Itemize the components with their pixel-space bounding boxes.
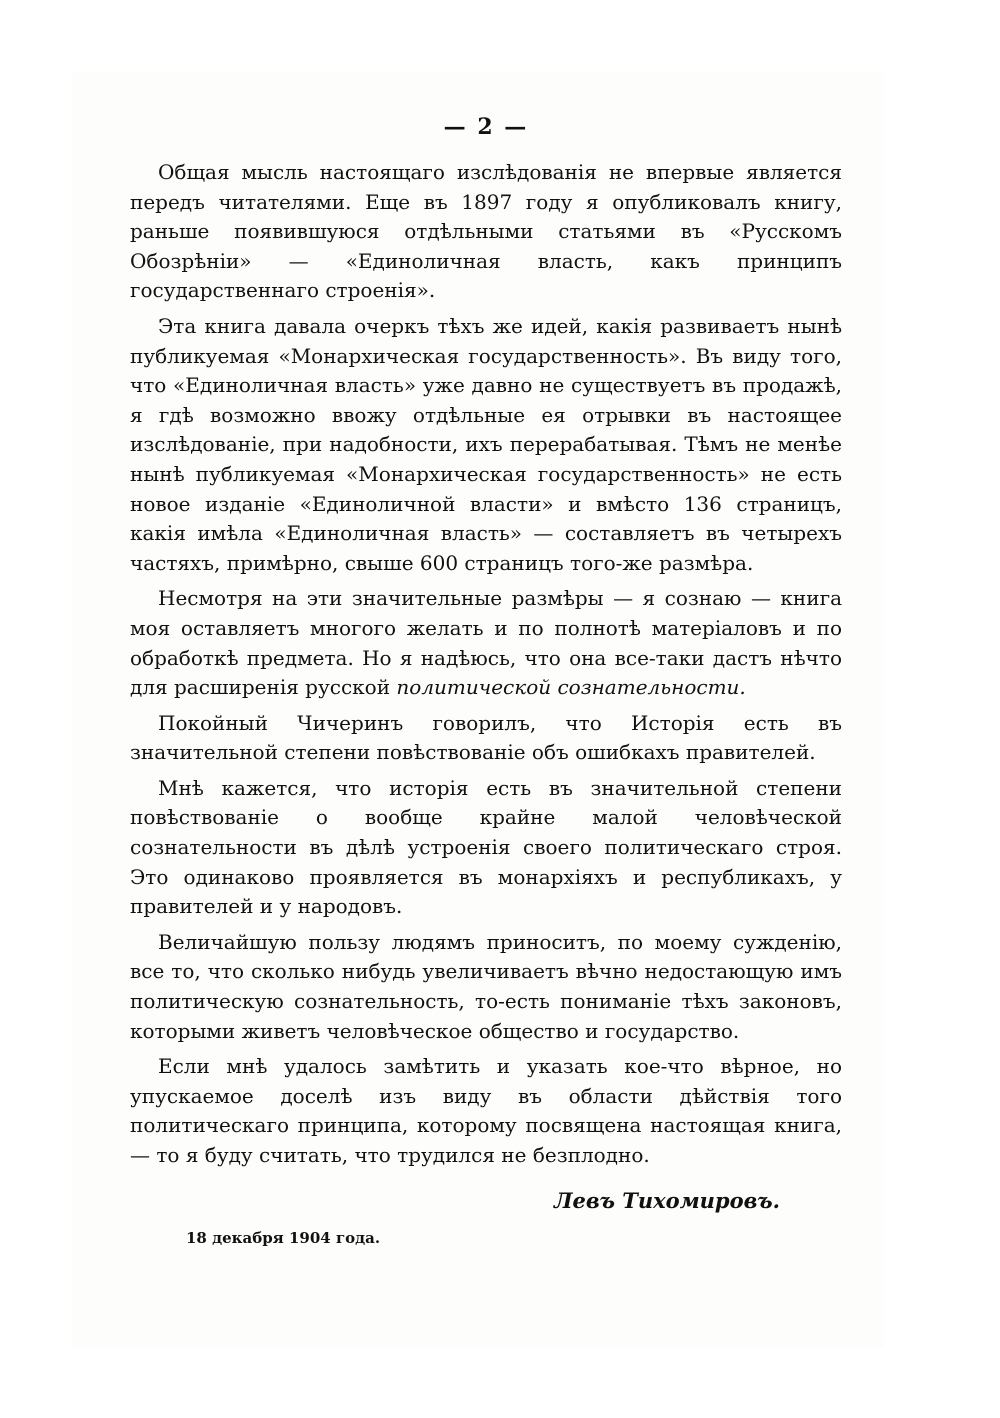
paragraph-1: Общая мысль настоящаго изслѣдованія не впервые является передъ читателями. Еще въ 1897 году я опубликовалъ книгу, раньше появившуюся отдѣльными статьями въ «Русскомъ Обозрѣніи» — «Единоличная власть, какъ принципъ государственнаго строенія». — [130, 160, 842, 303]
paragraph-5: Мнѣ кажется, что исторія есть въ значительной степени повѣствованіе о вообще крайне малой человѣческой сознательности въ дѣлѣ устроенія своего политическаго строя. Это одинаково проявляется въ монархіяхъ и республикахъ, у правителей и у народовъ. — [130, 775, 842, 919]
paragraph-3-text: Несмотря на эти значительные размѣры — я сознаю — книга моя оставляетъ многого желать и по полнотѣ матеріаловъ и по обработкѣ предмета. Но я надѣюсь, что она все-таки дастъ нѣчто для расширенія русской — [130, 586, 842, 700]
page-number: — 2 — — [443, 114, 529, 140]
paragraph-6: Величайшую пользу людямъ приноситъ, по моему сужденію, все то, что сколько нибудь увеличиваетъ вѣчно недостающую имъ политическую сознательность, то-есть пониманіе тѣхъ законовъ, которыми живетъ человѣческое общество и государство. — [130, 929, 842, 1043]
paragraph-3 — [130, 584, 842, 702]
paragraph-4: Покойный Чичеринъ говорилъ, что Исторія есть въ значительной степени повѣствованіе объ ошибкахъ правителей. — [130, 710, 842, 765]
author-signature: Левъ Тихомировъ. — [553, 1187, 780, 1213]
paragraph-2: Эта книга давала очеркъ тѣхъ же идей, какія развиваетъ нынѣ публикуемая «Монархическая государственность». Въ виду того, что «Единоличная власть» уже давно не существуетъ въ продажѣ, я гдѣ возможно ввожу отдѣльные ея отрывки въ настоящее изслѣдованіе, при надобности, ихъ перерабатывая. Тѣмъ не менѣе нынѣ публикуемая «Монархическая государственность» не есть новое изданіе «Единоличной власти» и вмѣсто 136 страницъ, какія имѣла «Единоличная власть» — составляетъ въ четырехъ частяхъ, примѣрно, свыше 600 страницъ того-же размѣра. — [130, 313, 842, 575]
date-line: 18 декабря 1904 года. — [186, 1228, 381, 1247]
page-content — [130, 112, 842, 1251]
paragraph-3-emphasis: политической сознательности. — [396, 675, 746, 700]
paragraph-7: Если мнѣ удалось замѣтить и указать кое-что вѣрное, но упускаемое доселѣ изъ виду въ области дѣйствія того политическаго принципа, которому посвящена настоящая книга, — то я буду считать, что трудился не безплодно. — [130, 1054, 842, 1167]
